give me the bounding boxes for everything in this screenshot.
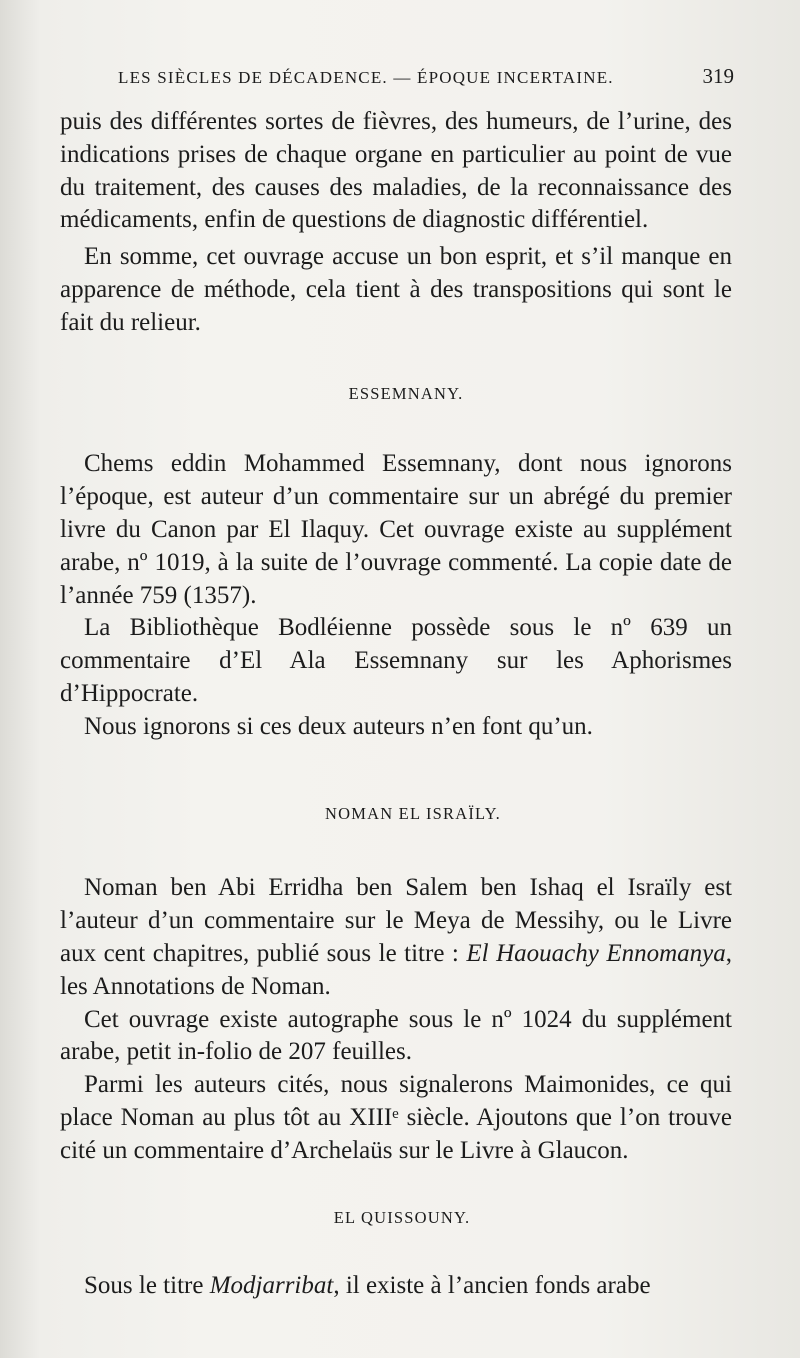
section-heading-quissouny: EL QUISSOUNY. bbox=[333, 1207, 471, 1227]
quissouny-paragraph-1-text-b: , il existe à l’ancien fonds arabe bbox=[333, 1272, 651, 1300]
essemnany-paragraph-1: Chems eddin Mohammed Essemnany, dont nous ignorons l’époque, est auteur d’un commentaire sur un abrégé du premier livre du Canon par El Ilaquy. Cet ouvrage existe au supplément arabe, nº 1019, à la suite de l’ouvrage commenté. La copie date de l’année 759 (1357). bbox=[60, 450, 732, 609]
noman-paragraph-3: Parmi les auteurs cités, nous signalerons Maimonides, ce qui place Noman au plus tôt au XIIIᵉ siècle. Ajoutons que l’on trouve cité un commentaire d’Archelaüs sur le Livre à Glaucon. bbox=[60, 1071, 732, 1164]
section-heading-noman: NOMAN EL ISRAÏLY. bbox=[325, 803, 501, 823]
noman-paragraph-2: Cet ouvrage existe autographe sous le nº 1024 du supplément arabe, petit in-folio de 207 feuilles. bbox=[60, 1005, 732, 1066]
intro-paragraph-1: puis des différentes sortes de fièvres, des humeurs, de l’urine, des indications prises de chaque organe en particulier au point de vue du traitement, des causes des maladies, de la reconnaissance des médicaments, enfin de questions de diagnostic différentiel. bbox=[60, 108, 732, 234]
intro-paragraph-2: En somme, cet ouvrage accuse un bon esprit, et s’il manque en apparence de méthode, cela tient à des transpositions qui sont le fait du relieur. bbox=[60, 243, 732, 336]
running-head: LES SIÈCLES DE DÉCADENCE. — ÉPOQUE INCERTAINE. bbox=[118, 68, 614, 87]
essemnany-paragraph-3: Nous ignorons si ces deux auteurs n’en font qu’un. bbox=[84, 712, 593, 740]
section-heading-essemnany: ESSEMNANY. bbox=[348, 383, 464, 403]
page-number: 319 bbox=[702, 64, 734, 88]
noman-paragraph-1-text-a: Noman ben Abi Erridha ben Salem ben Ishaq el Israïly est l’auteur d’un commentaire sur le Meya de Messihy, ou le Livre aux cent chapitres, publié sous le titre : bbox=[60, 874, 732, 967]
quissouny-paragraph-1 bbox=[60, 1270, 732, 1303]
quissouny-paragraph-1-text-a: Sous le titre bbox=[84, 1272, 210, 1300]
noman-paragraph-1-text-b: , les Annotations de Noman. bbox=[60, 939, 732, 1000]
quissouny-book-title: Modjarribat bbox=[209, 1272, 334, 1300]
noman-paragraph-1 bbox=[60, 872, 732, 1003]
noman-book-title: El Haouachy Ennomanya bbox=[466, 939, 726, 967]
page-body bbox=[60, 106, 732, 1303]
page-header bbox=[118, 64, 734, 89]
essemnany-paragraph-2: La Bibliothèque Bodléienne possède sous le nº 639 un commentaire d’El Ala Essemnany sur les Aphorismes d’Hippocrate. bbox=[60, 614, 732, 707]
